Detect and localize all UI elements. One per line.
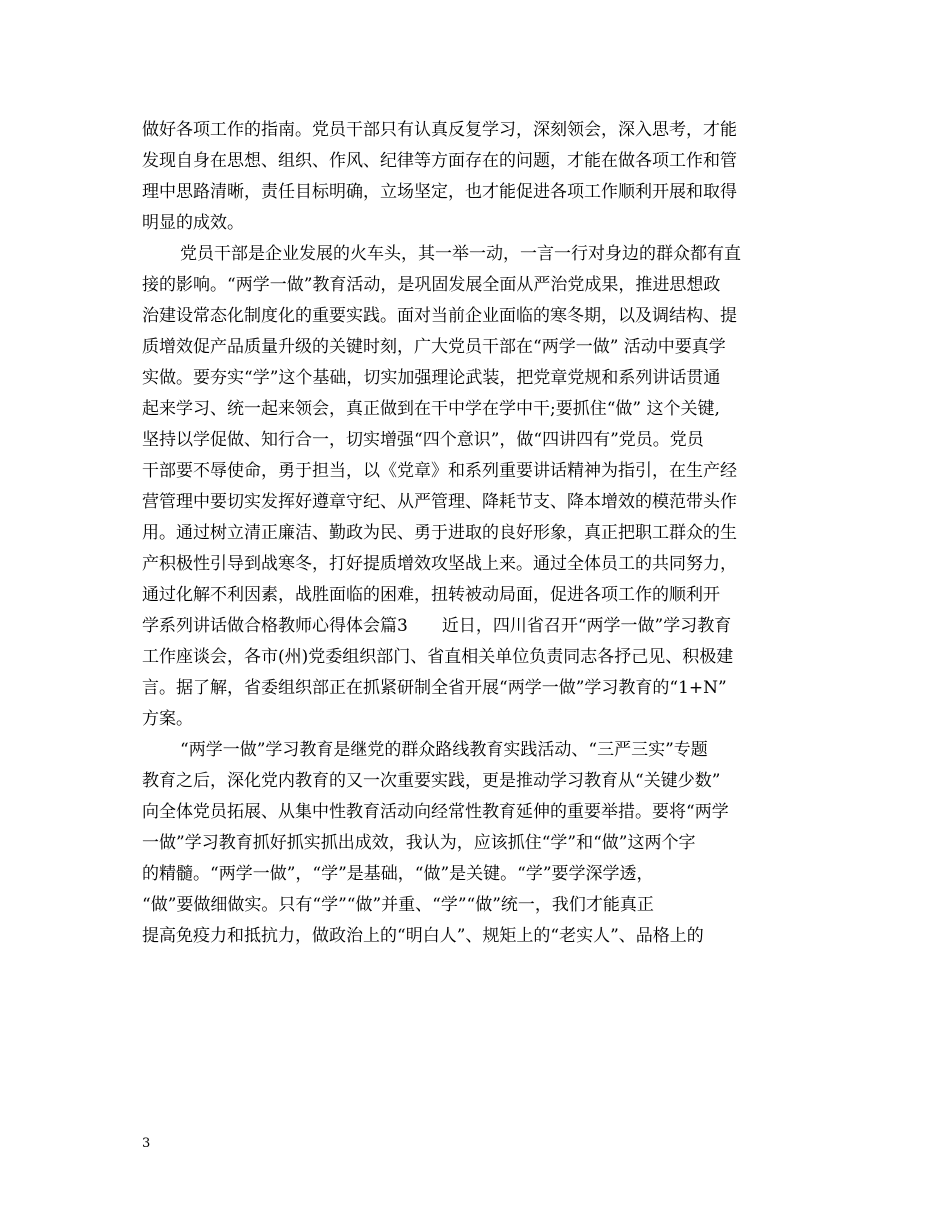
text-line: 的精髓。“两学一做”，“学”是基础，“做”是关键。“学”要学深学透， [142,864,654,884]
text-line: 一做”学习教育抓好抓实抓出成效，我认为，应该抓住“学”和“做”这两个字 [142,833,696,853]
text-line: 质增效促产品质量升级的关键时刻，广大党员干部在“两学一做” 活动中要真学 [142,337,726,357]
text-line: 产积极性引导到战寒冬，打好提质增效攻坚战上来。通过全体员工的共同努力， [142,554,737,574]
text-line: 通过化解不利因素，战胜面临的困难，扭转被动局面，促进各项工作的顺利开 [142,585,720,605]
text-line: 教育之后，深化党内教育的又一次重要实践，更是推动学习教育从“关键少数” [142,771,721,791]
text-line: “两学一做”学习教育是继党的群众路线教育实践活动、“三严三实”专题 [180,740,708,760]
text-line: 向全体党员拓展、从集中性教育活动向经常性教育延伸的重要举措。要将“两学 [142,802,729,822]
text-line: 工作座谈会，各市(州)党委组织部门、省直相关单位负责同志各抒己见、积极建 [142,647,734,667]
text-line: 理中思路清晰，责任目标明确，立场坚定，也才能促进各项工作顺利开展和取得 [142,182,737,202]
text-line: 方案。 [142,709,193,729]
text-line: “做”要做细做实。只有“学”“做”并重、“学”“做”统一，我们才能真正 [142,895,654,915]
page-number: 3 [142,1136,151,1151]
text-line: 起来学习、统一起来领会，真正做到在干中学在学中干;要抓住“做” 这个关键, [142,399,720,419]
text-line: 营管理中要切实发挥好遵章守纪、从严管理、降耗节支、降本增效的模范带头作 [142,492,737,512]
text-line: 实做。要夯实“学”这个基础，切实加强理论武装，把党章党规和系列讲话贯通 [142,368,721,388]
text-line: 坚持以学促做、知行合一，切实增强“四个意识”，做“四讲四有”党员。党员 [142,430,704,450]
text-line: 发现自身在思想、组织、作风、纪律等方面存在的问题，才能在做各项工作和管 [142,151,737,171]
text-line: 言。据了解，省委组织部正在抓紧研制全省开展“两学一做”学习教育的“1+N” [142,678,727,698]
text-line: 用。通过树立清正廉洁、勤政为民、勇于进取的良好形象，真正把职工群众的生 [142,523,737,543]
text-line: 明显的成效。 [142,213,244,233]
text-line: 治建设常态化制度化的重要实践。面对当前企业面临的寒冬期，以及调结构、提 [142,306,737,326]
text-line: 提高免疫力和抵抗力，做政治上的“明白人”、规矩上的“老实人”、品格上的 [142,926,704,946]
text-line: 党员干部是企业发展的火车头，其一举一动，一言一行对身边的群众都有直 [180,244,741,264]
text-line: 干部要不辱使命，勇于担当，以《党章》和系列重要讲话精神为指引，在生产经 [142,461,737,481]
text-line: 接的影响。“两学一做”教育活动，是巩固发展全面从严治党成果，推进思想政 [142,275,721,295]
text-line: 学系列讲话做合格教师心得体会篇3 近日，四川省召开“两学一做”学习教育 [142,616,732,636]
text-line: 做好各项工作的指南。党员干部只有认真反复学习，深刻领会，深入思考，才能 [142,120,737,140]
